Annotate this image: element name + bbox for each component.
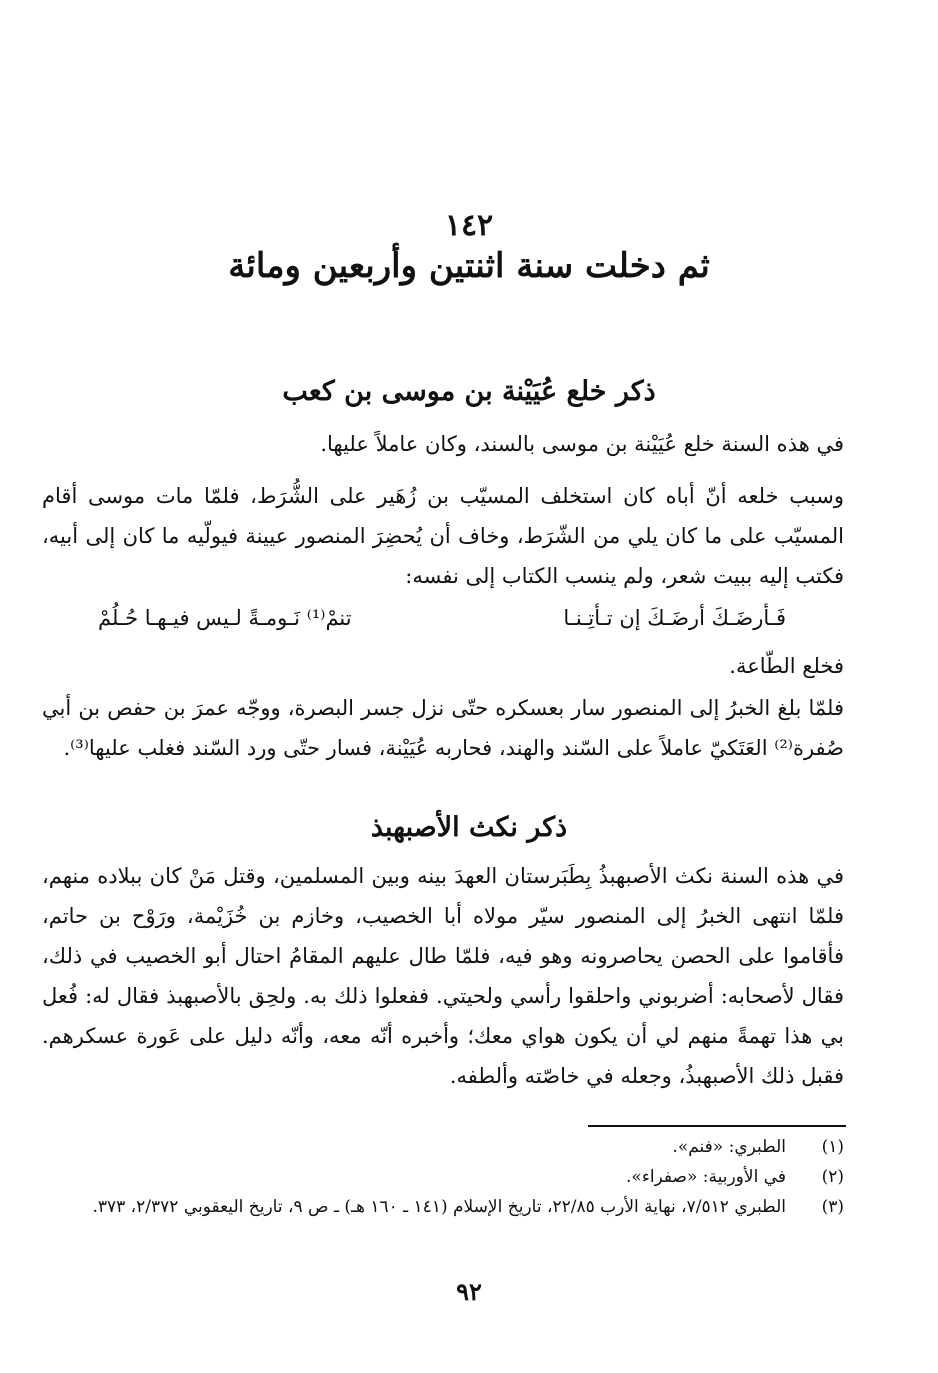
verse-first-hemistich: فَـأرضَـكَ أرضَـكَ إن تـأتِـنـا <box>563 606 786 630</box>
year-number: ١٤٢ <box>444 208 494 243</box>
footnote <box>42 1192 844 1222</box>
section-title-uyayna: ذكر خلع عُيَيْنة بن موسى بن كعب <box>282 376 656 407</box>
footnote-text: الطبري ٧/٥١٢، نهاية الأرب ٢٢/٨٥، تاريخ الإسلام (١٤١ ـ ١٦٠ هـ) ـ ص ٩، تاريخ اليعقوبي ٢/٣٧٢، ٣٧٣. <box>92 1197 786 1217</box>
paragraph: فلمّا بلغ الخبرُ إلى المنصور سار بعسكره حتّى نزل جسر البصرة، ووجّه عمرَ بن حفص بن أبي صُفرة⁽²⁾ العَتَكيّ عاملاً على السّند والهند، فحاربه عُيَيْنة، فسار حتّى ورد السّند فغلب عليها⁽³⁾. <box>42 696 844 760</box>
footnote-text: في الأوربية: «صفراء». <box>626 1167 786 1187</box>
year-heading: ثم دخلت سنة اثنتين وأربعين ومائة <box>228 246 710 286</box>
verse-second-hemistich: تنمْ⁽¹⁾ نَـومـةً لـيس فيـهـا حُـلُمْ <box>98 606 352 630</box>
section-title-ispahbadh: ذكر نكث الأصبهبذ <box>370 812 568 843</box>
paragraph: وسبب خلعه أنّ أباه كان استخلف المسيّب بن زُهَير على الشُّرَط، فلمّا مات موسى أقام المسيّب على ما كان يلي من الشّرَط، وخاف أن يُحضِرَ المنصور عيينة فيولّيه ما كان إلى أبيه، فكتب إليه ببيت شعر، ولم ينسب الكتاب إلى نفسه: <box>42 484 844 588</box>
page-number: ٩٢ <box>456 1277 482 1306</box>
footnote-number: (٢) <box>821 1167 844 1187</box>
paragraph: في هذه السنة خلع عُيَيْنة بن موسى بالسند، وكان عاملاً عليها. <box>320 432 844 456</box>
footnote-text: الطبري: «فنم». <box>672 1137 786 1157</box>
footnote <box>42 1132 844 1162</box>
footnote-number: (٣) <box>821 1197 844 1217</box>
paragraph: في هذه السنة نكث الأصبهبذُ بِطَبَرستان العهدَ بينه وبين المسلمين، وقتل مَنْ كان ببلاده منهم، فلمّا انتهى الخبرُ إلى المنصور سيّر مولاه أبا الخصيب، وخازم بن خُزَيْمة، ورَوْح بن حاتم، فأقاموا على الحصن يحاصرونه وهو فيه، فلمّا طال عليهم المقامُ احتال أبو الخصيب في ذلك، فقال لأصحابه: أضربوني واحلقوا رأسي ولحيتي. ففعلوا ذلك به. ولحِق بالأصبهبذ فقال له: فُعل بي هذا تهمةً منهم لي أن يكون هواي معك؛ وأخبره أنّه معه، وأنّه دليل على عَورة عسكرهم. فقبل ذلك الأصبهبذُ، وجعله في خاصّته وألطفه. <box>42 864 844 1088</box>
footnote <box>42 1162 844 1192</box>
footnote-divider <box>588 1125 846 1127</box>
poem-verse <box>98 598 786 642</box>
paragraph: فخلع الطّاعة. <box>729 654 844 678</box>
footnote-number: (١) <box>821 1137 844 1157</box>
